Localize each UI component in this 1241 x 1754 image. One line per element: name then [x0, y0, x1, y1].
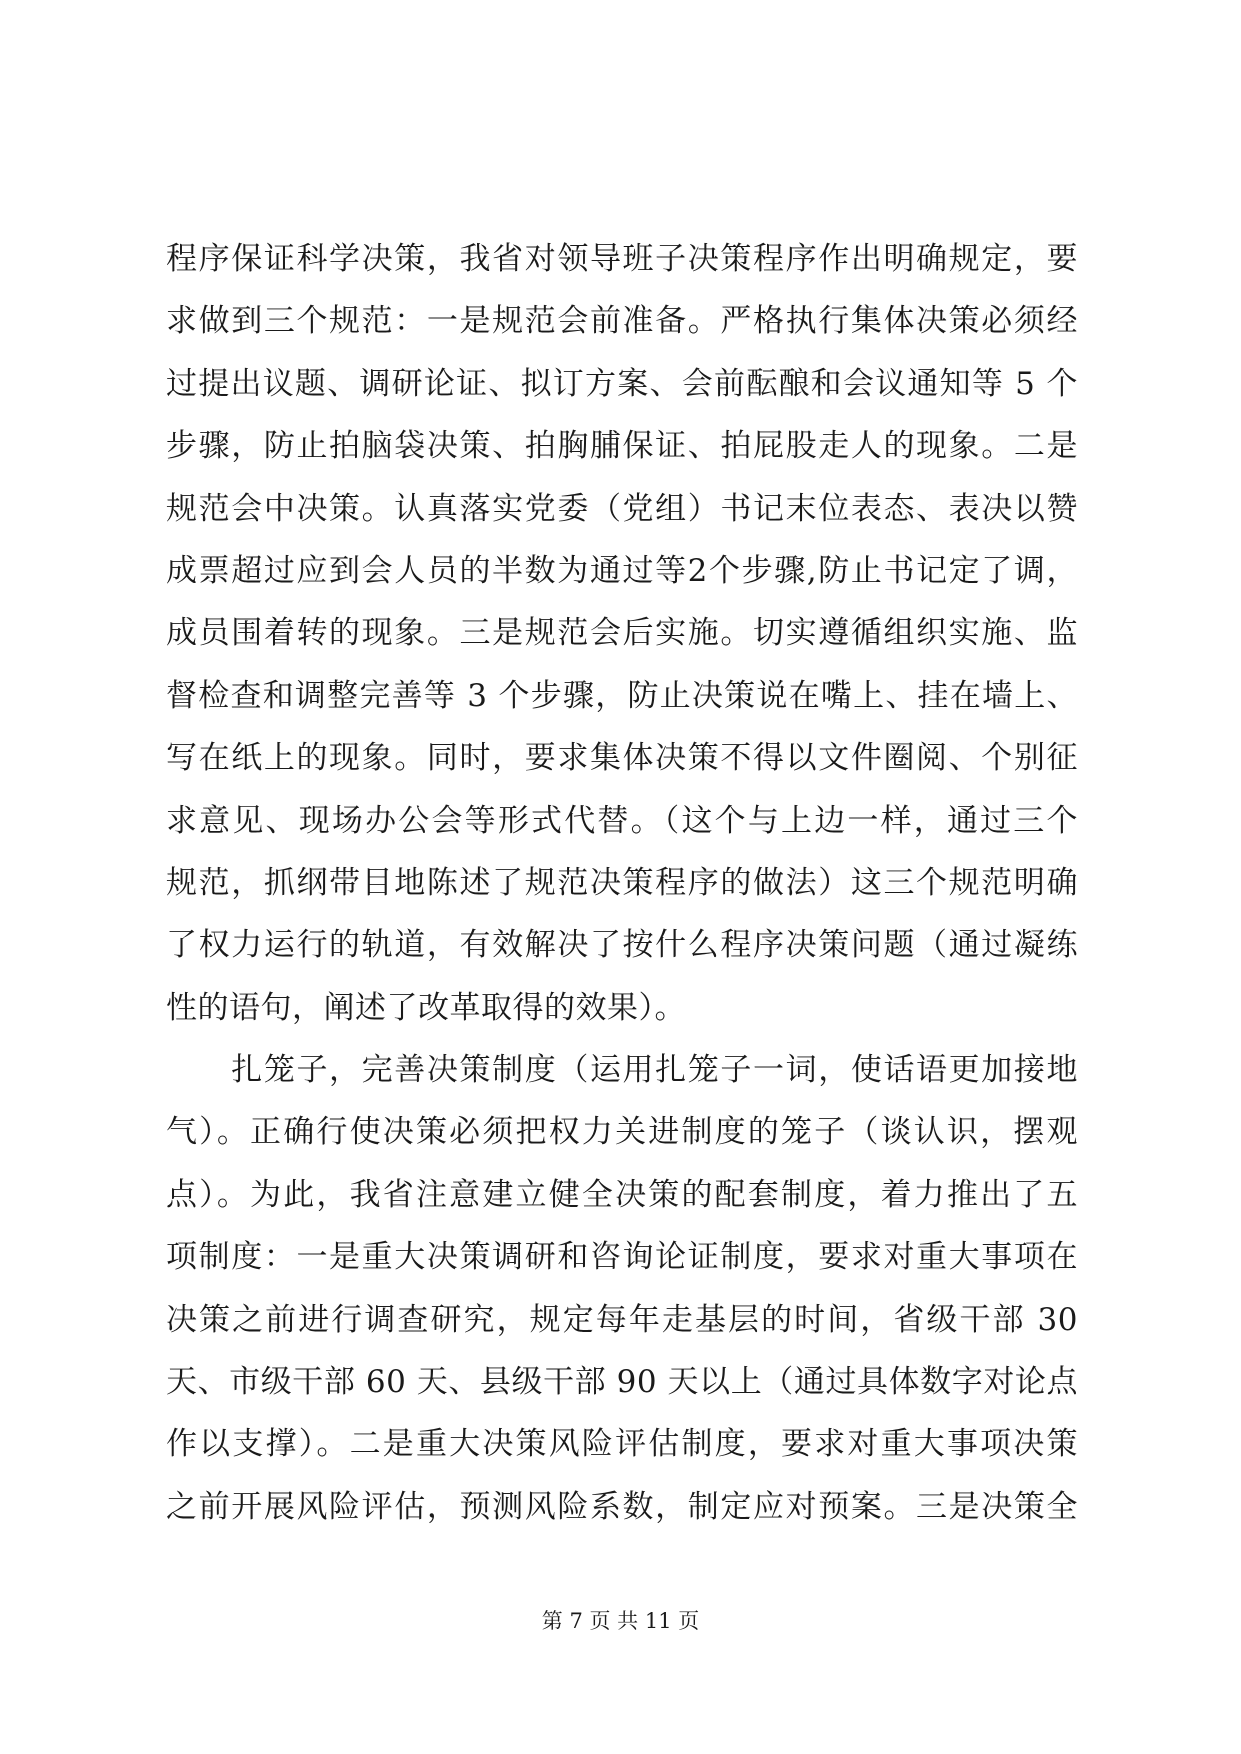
text-line: 规范，抓纲带目地陈述了规范决策程序的做法）这三个规范明确 — [166, 864, 1078, 901]
text-line: 过提出议题、调研论证、拟订方案、会前酝酿和会议通知等 5 个 — [166, 365, 1078, 402]
text-line: 步骤，防止拍脑袋决策、拍胸脯保证、拍屁股走人的现象。二是 — [166, 428, 1078, 465]
page-footer: 第 7 页 共 11 页 — [541, 1609, 700, 1633]
text-line: 扎笼子，完善决策制度（运用扎笼子一词，使话语更加接地 — [166, 1052, 1078, 1089]
text-line: 之前开展风险评估，预测风险系数，制定应对预案。三是决策全 — [166, 1488, 1078, 1525]
text-line: 气）。正确行使决策必须把权力关进制度的笼子（谈认识，摆观 — [166, 1114, 1078, 1151]
text-line: 天、市级干部 60 天、县级干部 90 天以上（通过具体数字对论点 — [166, 1364, 1078, 1401]
text-line: 点）。为此，我省注意建立健全决策的配套制度，着力推出了五 — [166, 1176, 1078, 1213]
text-line: 了权力运行的轨道，有效解决了按什么程序决策问题（通过凝练 — [166, 927, 1078, 964]
text-line: 规范会中决策。认真落实党委（党组）书记末位表态、表决以赞 — [166, 490, 1078, 527]
text-line: 性的语句，阐述了改革取得的效果）。 — [166, 989, 686, 1026]
text-line: 求做到三个规范：一是规范会前准备。严格执行集体决策必须经 — [166, 303, 1078, 340]
text-line: 求意见、现场办公会等形式代替。（这个与上边一样，通过三个 — [166, 802, 1078, 839]
text-line: 成员围着转的现象。三是规范会后实施。切实遵循组织实施、监 — [166, 615, 1078, 652]
text-line: 成票超过应到会人员的半数为通过等2个步骤,防止书记定了调， — [166, 552, 1078, 589]
text-line: 决策之前进行调查研究，规定每年走基层的时间，省级干部 30 — [166, 1301, 1078, 1338]
text-line: 写在纸上的现象。同时，要求集体决策不得以文件圈阅、个别征 — [166, 740, 1078, 777]
text-line: 项制度：一是重大决策调研和咨询论证制度，要求对重大事项在 — [166, 1239, 1078, 1276]
text-line: 作以支撑）。二是重大决策风险评估制度，要求对重大事项决策 — [166, 1426, 1078, 1463]
text-line: 程序保证科学决策，我省对领导班子决策程序作出明确规定，要 — [166, 241, 1078, 277]
body-text — [166, 228, 1078, 1538]
text-line: 督检查和调整完善等 3 个步骤，防止决策说在嘴上、挂在墙上、 — [166, 677, 1078, 714]
